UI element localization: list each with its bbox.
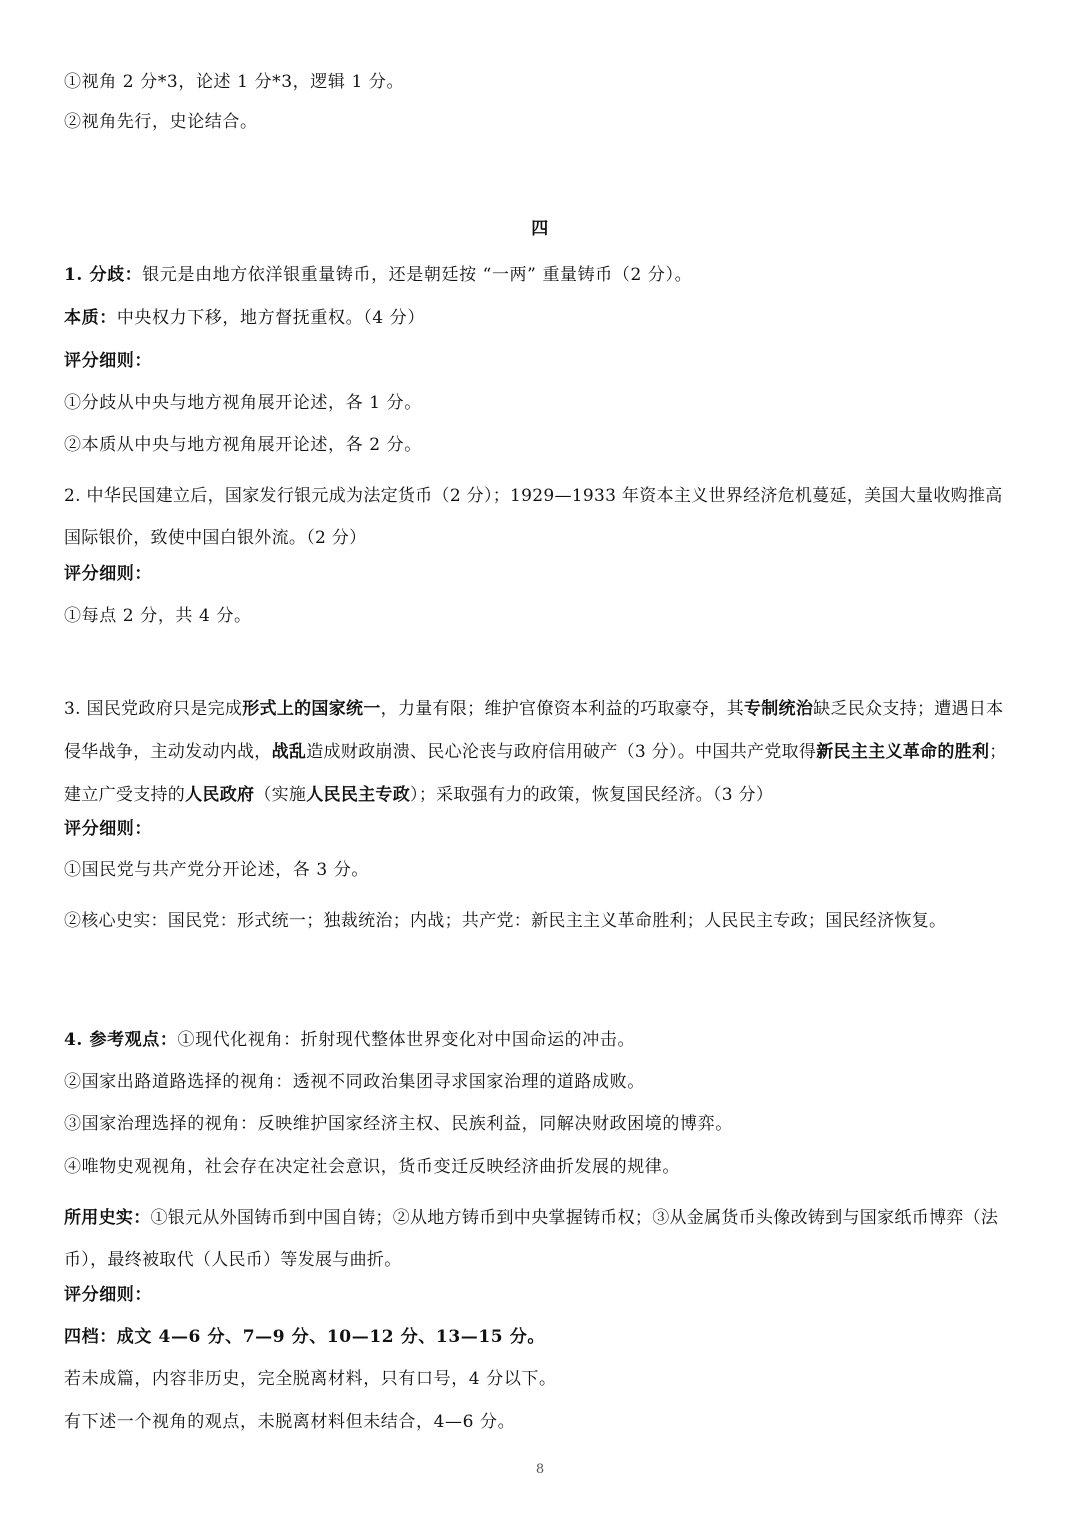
facts-text: ①银元从外国铸币到中国自铸；②从地方铸币到中央掌握铸币权；③从金属货币头像改铸到与国家纸币博弈（法币），最终被取代（人民币）等发展与曲折。 bbox=[64, 1208, 999, 1270]
q4-view-b: ②国家出路道路选择的视角：透视不同政治集团寻求国家治理的道路成败。 bbox=[64, 1072, 645, 1092]
q3-text-4: 造成财政崩溃、民心沦丧与政府信用破产（3 分）。中国共产党取得 bbox=[306, 742, 817, 762]
rules-heading-1: 评分细则： bbox=[64, 351, 152, 371]
essence-text: 中央权力下移，地方督抚重权。（4 分） bbox=[116, 308, 425, 328]
essence-label: 本质： bbox=[64, 308, 117, 328]
q3-bold-5: 人民政府 bbox=[185, 785, 255, 805]
essence-line bbox=[64, 306, 1018, 330]
q2-paragraph: 2. 中华民国建立后，国家发行银元成为法定货币（2 分）；1929—1933 年资本主义世界经济危机蔓延，美国大量收购推高国际银价，致使中国白银外流。（2 分） bbox=[64, 486, 1003, 548]
q4-view-a: ①现代化视角：折射现代整体世界变化对中国命运的冲击。 bbox=[177, 1030, 636, 1050]
rules-heading-2: 评分细则： bbox=[64, 564, 152, 584]
q4-view-c: ③国家治理选择的视角：反映维护国家经济主权、民族利益，同解决财政困境的博弈。 bbox=[64, 1114, 733, 1134]
q3-bold-6: 人民民主专政 bbox=[306, 785, 411, 805]
rule-2a: ①每点 2 分，共 4 分。 bbox=[64, 606, 252, 626]
q3-bold-4: 新民主主义革命的胜利 bbox=[816, 742, 990, 762]
facts-paragraph bbox=[64, 1197, 1018, 1281]
q3-text-2: ，力量有限；维护官僚资本利益的巧取豪夺，其 bbox=[380, 699, 744, 719]
page-number: 8 bbox=[535, 1462, 545, 1477]
q3-text-6: （实施 bbox=[254, 785, 307, 805]
grade-rule-1: 若未成篇，内容非历史，完全脱离材料，只有口号，4 分以下。 bbox=[64, 1369, 557, 1389]
q4-view-d: ④唯物史观视角，社会存在决定社会意识，货币变迁反映经济曲折发展的规律。 bbox=[64, 1157, 680, 1177]
q1-label: 1. 分歧： bbox=[64, 265, 143, 285]
rule-3a: ①国民党与共产党分开论述，各 3 分。 bbox=[64, 860, 370, 880]
q1-line bbox=[64, 263, 1018, 287]
q3-paragraph bbox=[64, 688, 1018, 817]
q3-text-1: 3. 国民党政府只是完成 bbox=[64, 699, 243, 719]
rule-1a: ①分歧从中央与地方视角展开论述，各 1 分。 bbox=[64, 393, 422, 413]
grade-rule-2: 有下述一个视角的观点，未脱离材料但未结合，4—6 分。 bbox=[64, 1412, 516, 1432]
scoring-line-1: ①视角 2 分*3，论述 1 分*3，逻辑 1 分。 bbox=[64, 72, 405, 92]
q4-label: 4. 参考观点： bbox=[64, 1030, 178, 1050]
rule-3b: ②核心史实：国民党：形式统一；独裁统治；内战；共产党：新民主主义革命胜利；人民民主专政；国民经济恢复。 bbox=[64, 911, 947, 931]
scoring-line-2: ②视角先行，史论结合。 bbox=[64, 112, 258, 132]
rules-heading-4: 评分细则： bbox=[64, 1285, 152, 1305]
rule-1b: ②本质从中央与地方视角展开论述，各 2 分。 bbox=[64, 435, 422, 455]
q3-text-7: ）；采取强有力的政策，恢复国民经济。（3 分） bbox=[410, 785, 774, 805]
rules-heading-3: 评分细则： bbox=[64, 819, 152, 839]
q4-line bbox=[64, 1028, 1018, 1052]
q3-bold-1: 形式上的国家统一 bbox=[242, 699, 381, 719]
q3-text-5: ；建立广受支持的 bbox=[64, 742, 1007, 805]
q1-text: 银元是由地方依洋银重量铸币，还是朝廷按 “一两” 重量铸币（2 分）。 bbox=[142, 265, 693, 285]
q3-text-3: 缺乏民众支持；遭遇日本侵华战争，主动发动内战， bbox=[64, 699, 1004, 762]
q3-bold-3: 战乱 bbox=[271, 742, 307, 762]
q3-bold-2: 专制统治 bbox=[743, 699, 814, 719]
grade-levels: 四档：成文 4—6 分、7—9 分、10—12 分、13—15 分。 bbox=[64, 1327, 545, 1347]
facts-label: 所用史实： bbox=[64, 1208, 151, 1228]
section-title: 四 bbox=[531, 219, 549, 239]
